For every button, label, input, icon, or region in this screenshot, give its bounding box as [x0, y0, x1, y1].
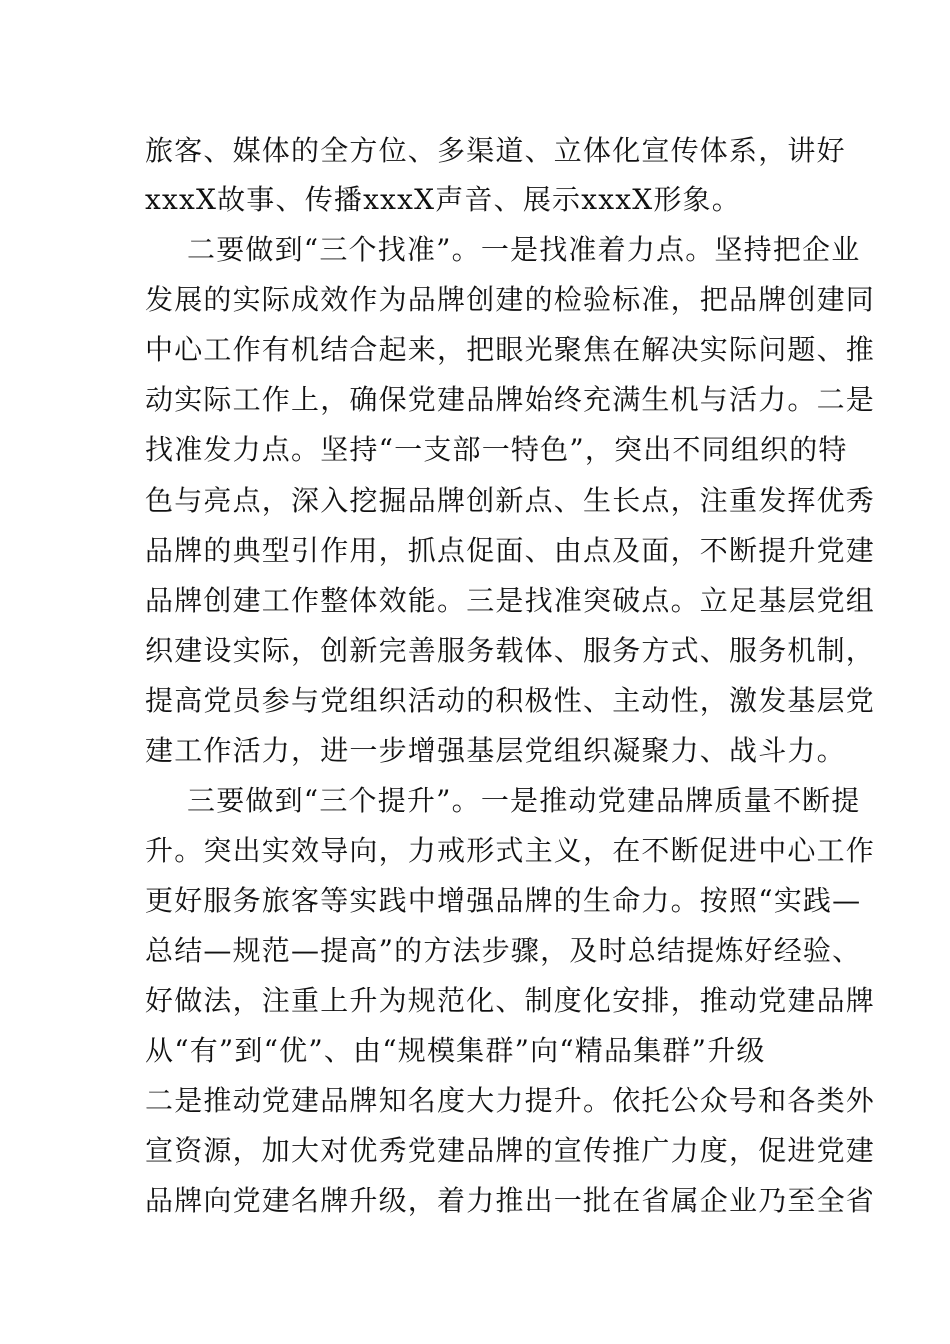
text-line-13: 建工作活力，进一步增强基层党组织凝聚力、战斗力。 — [145, 734, 846, 767]
text-line-9: 品牌的典型引作用，抓点促面、由点及面，不断提升党建 — [145, 534, 876, 567]
text-line-18: 好做法，注重上升为规范化、制度化安排，推动党建品牌 — [145, 984, 876, 1017]
text-line-19: 从“有”到“优”、由“规模集群”向“精品集群”升级 — [145, 1034, 766, 1067]
text-line-4: 发展的实际成效作为品牌创建的检验标准，把品牌创建同 — [145, 283, 876, 316]
text-line-16: 更好服务旅客等实践中增强品牌的生命力。按照“实践— — [145, 884, 862, 917]
text-line-21: 宣资源，加大对优秀党建品牌的宣传推广力度，促进党建 — [145, 1134, 876, 1167]
text-line-2: xxxX故事、传播xxxX声音、展示xxxX形象。 — [145, 183, 741, 216]
paragraph-3-first-line: 三要做到“三个提升”。一是推动党建品牌质量不断提 — [187, 784, 861, 817]
text-line-5: 中心工作有机结合起来，把眼光聚焦在解决实际问题、推 — [145, 333, 876, 366]
text-line-11: 织建设实际，创新完善服务载体、服务方式、服务机制， — [145, 634, 876, 667]
text-line-1: 旅客、媒体的全方位、多渠道、立体化宣传体系，讲好 — [145, 134, 846, 167]
text-line-15: 升。突出实效导向，力戒形式主义，在不断促进中心工作 — [145, 834, 876, 867]
text-line-20: 二是推动党建品牌知名度大力提升。依托公众号和各类外 — [145, 1084, 876, 1117]
text-line-7: 找准发力点。坚持“一支部一特色”，突出不同组织的特 — [145, 433, 848, 466]
text-line-12: 提高党员参与党组织活动的积极性、主动性，激发基层党 — [145, 684, 876, 717]
text-line-6: 动实际工作上，确保党建品牌始终充满生机与活力。二是 — [145, 383, 876, 416]
text-line-8: 色与亮点，深入挖掘品牌创新点、生长点，注重发挥优秀 — [145, 484, 876, 517]
text-line-10: 品牌创建工作整体效能。三是找准突破点。立足基层党组 — [145, 584, 876, 617]
paragraph-2-first-line: 二要做到“三个找准”。一是找准着力点。坚持把企业 — [187, 233, 861, 266]
text-line-22: 品牌向党建名牌升级，着力推出一批在省属企业乃至全省 — [145, 1184, 876, 1217]
text-line-17: 总结—规范—提高”的方法步骤，及时总结提炼好经验、 — [145, 934, 862, 967]
